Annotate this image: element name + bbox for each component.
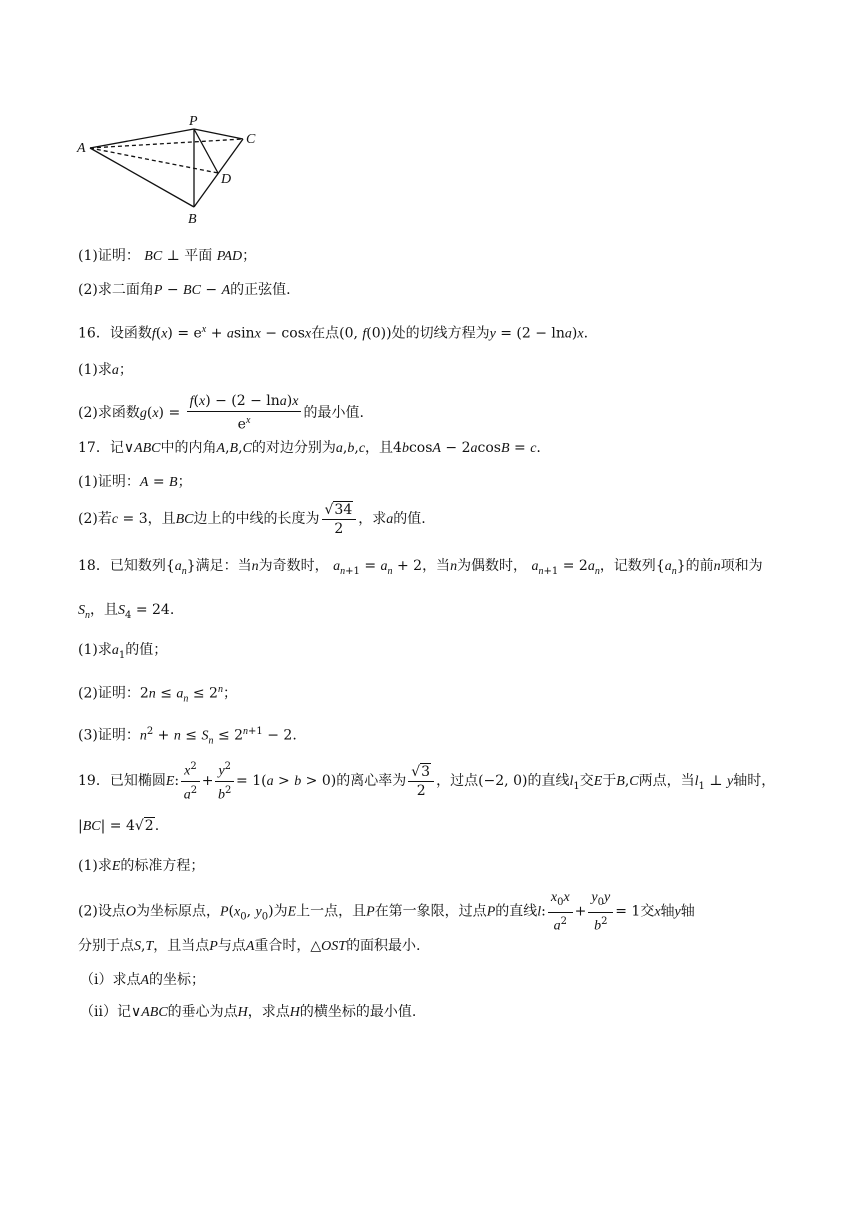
q19-sub2: （ⅱ）记∨ABC的垂心为点H，求点H的横坐标的最小值. bbox=[80, 1004, 417, 1020]
label-C: C bbox=[246, 132, 256, 147]
q18-part2: (2)证明：$2n \le a_n \le 2^n$； bbox=[78, 684, 237, 705]
edge-BC bbox=[194, 139, 243, 207]
edge-AB bbox=[90, 148, 194, 207]
edge-PC bbox=[194, 129, 243, 139]
q18-stem-line1: 18．已知数列$\{a_n\}$满足：当n为奇数时， $a_{n+1} = a_n + 2$，当n为偶数时， $a_{n+1} = 2a_n$，记数列$\{a_n\}$的前n项和为 bbox=[78, 558, 763, 577]
q17-part1: (1)证明：A = B； bbox=[78, 474, 192, 490]
q19-part2-line1: (2)设点O为坐标原点，$P(x_0$, $y_0$)为E上一点，且P在第一象限，过点P的直线l: $\frac{x_0x}{a^2}$ + $\frac{y_0y}{b^2}$ = 1交x轴y轴 bbox=[78, 890, 695, 934]
pyramid-figure bbox=[70, 108, 270, 233]
q18-part1: (1)求$a_1$的值； bbox=[78, 642, 168, 661]
q17-stem: 17．记∨ABC中的内角A,B,C的对边分别为a,b,c，且4bcosA − 2acosB = c. bbox=[78, 440, 541, 456]
q16-part2: (2)求函数g(x) = $\frac{f(x) - (2 - \ln a)x}{e^x}$ 的最小值. bbox=[78, 393, 364, 433]
label-B: B bbox=[188, 212, 197, 227]
label-P: P bbox=[189, 114, 198, 129]
q19-stem-line2: |BC| = 4√2. bbox=[78, 818, 160, 834]
q17-part2: (2)若c = 3，且BC边上的中线的长度为 $\frac{√34}{2}$ ，求a的值. bbox=[78, 501, 426, 537]
q16-part1: (1)求a； bbox=[78, 362, 133, 378]
q19-stem-line1: 19．已知椭圆E: $\frac{x^2}{a^2}$ + $\frac{y^2}{b^2}$ = 1(a > b > 0)的离心率为 $\frac{√3}{2}$ ，过点(−2, 0)的直线$l_1$交E于B,C两点，当$l_1$ ⊥ y轴时， bbox=[78, 758, 798, 806]
q15-part1: (1)证明： BC ⊥ 平面 PAD； bbox=[78, 248, 257, 264]
q19-part1: (1)求E的标准方程； bbox=[78, 858, 205, 874]
edge-AD bbox=[90, 148, 218, 173]
q16-stem: 16．设函数$f(x) = e^x + asinx - \cos x$在点(0, f(0))处的切线方程为y = (2 − lna)x. bbox=[78, 324, 589, 342]
q19-part2-line2: 分别于点S,T，且当点P与点A重合时，△OST的面积最小. bbox=[78, 938, 421, 954]
q18-part3: (3)证明：$n^2 + n \le S_n \le 2^{n+1} - 2$. bbox=[78, 726, 297, 747]
label-D: D bbox=[221, 172, 232, 187]
edge-PD bbox=[194, 129, 218, 173]
label-A: A bbox=[77, 141, 86, 156]
q15-part2: (2)求二面角P − BC − A的正弦值. bbox=[78, 282, 291, 298]
q19-sub1: （ⅰ）求点A的坐标； bbox=[80, 972, 206, 988]
q18-stem-line2: $S_n$，且$S_4 = 24$. bbox=[78, 602, 175, 621]
